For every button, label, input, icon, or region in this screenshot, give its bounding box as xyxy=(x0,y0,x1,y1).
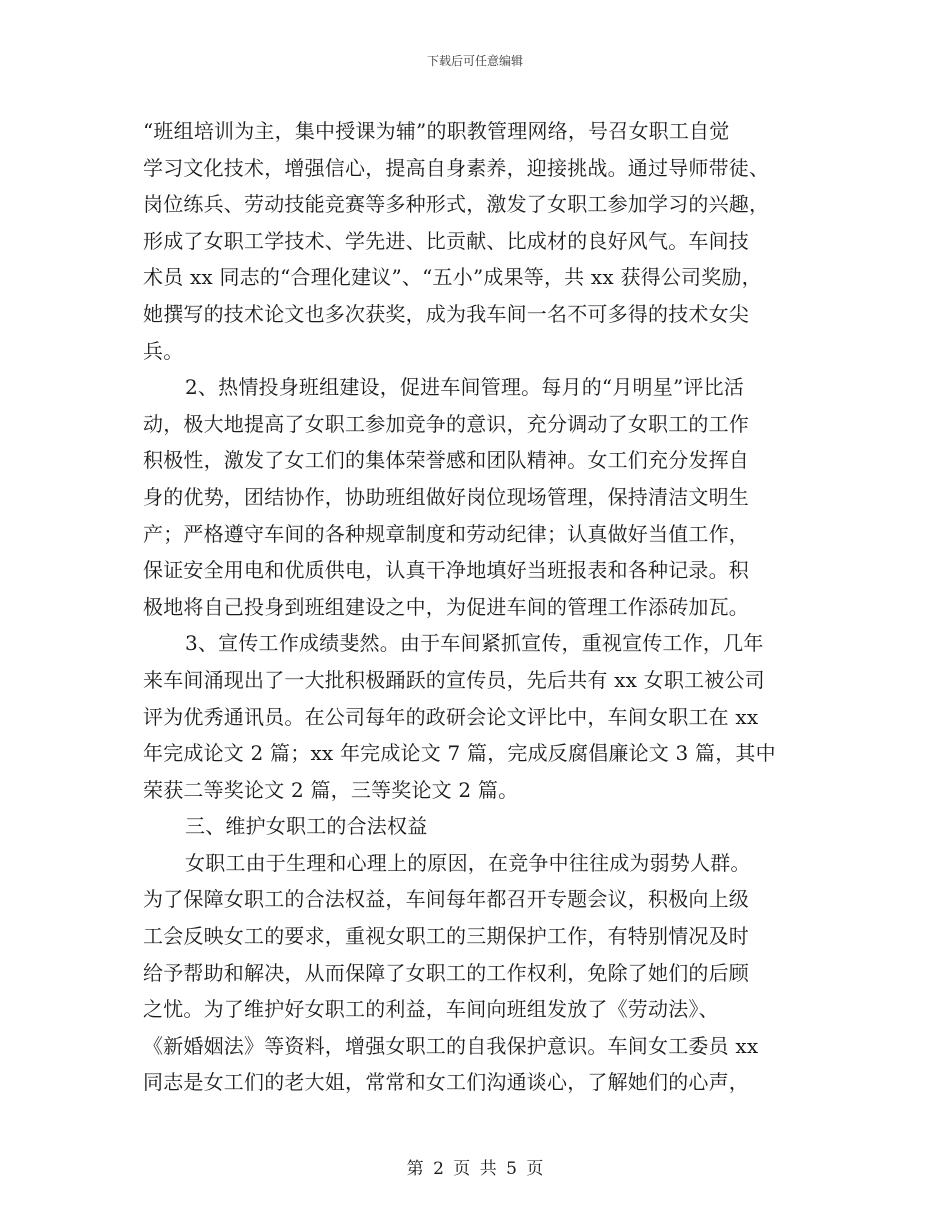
text-line: 同志是女工们的老大姐，常常和女工们沟通谈心，了解她们的心声， xyxy=(143,1070,749,1095)
text-line: “班组培训为主，集中授课为辅”的职教管理网络，号召女职工自觉 xyxy=(143,119,730,143)
text-line: 兵。 xyxy=(143,338,184,363)
text-line: 保证安全用电和优质供电，认真干净地填好当班报表和各种记录。积 xyxy=(143,558,749,583)
text-line: 《新婚姻法》等资料，增强女职工的自我保护意识。车间女工委员 xx xyxy=(143,1033,759,1058)
document-body xyxy=(143,113,828,1101)
text-line: 术员 xx 同志的“合理化建议”、“五小”成果等，共 xx 获得公司奖励， xyxy=(143,265,762,290)
text-line: 工会反映女工的要求，重视女职工的三期保护工作，有特别情况及时 xyxy=(143,924,749,949)
text-line: 形成了女职工学技术、学先进、比贡献、比成材的良好风气。车间技 xyxy=(143,228,749,253)
text-line: 身的优势，团结协作，协助班组做好岗位现场管理，保持清洁文明生 xyxy=(143,484,749,509)
text-line: 岗位练兵、劳动技能竞赛等多种形式，激发了女职工参加学习的兴趣， xyxy=(143,192,770,217)
text-line: 评为优秀通讯员。在公司每年的政研会论文评比中，车间女职工在 xx xyxy=(143,704,759,729)
page-number-footer: 第 2 页 共 5 页 xyxy=(406,1159,544,1179)
text-line: 为了保障女职工的合法权益，车间每年都召开专题会议，积极向上级 xyxy=(143,887,749,912)
text-line: 三、维护女职工的合法权益 xyxy=(185,814,428,839)
text-line: 2、热情投身班组建设，促进车间管理。每月的“月明星”评比活 xyxy=(185,375,744,400)
page-header-note: 下载后可任意编辑 xyxy=(426,54,523,68)
text-line: 荣获二等奖论文 2 篇，三等奖论文 2 篇。 xyxy=(143,777,519,802)
text-line: 极地将自己投身到班组建设之中，为促进车间的管理工作添砖加瓦。 xyxy=(143,594,749,619)
text-line: 产；严格遵守车间的各种规章制度和劳动纪律；认真做好当值工作， xyxy=(143,521,749,546)
text-line: 学习文化技术，增强信心，提高自身素养，迎接挑战。通过导师带徒、 xyxy=(143,155,770,180)
text-line: 她撰写的技术论文也多次获奖，成为我车间一名不可多得的技术女尖 xyxy=(143,301,749,326)
text-line: 3、宣传工作成绩斐然。由于车间紧抓宣传，重视宣传工作，几年 xyxy=(185,631,764,656)
text-line: 年完成论文 2 篇；xx 年完成论文 7 篇，完成反腐倡廉论文 3 篇，其中 xyxy=(143,741,776,766)
text-line: 给予帮助和解决，从而保障了女职工的工作权利，免除了她们的后顾 xyxy=(143,960,749,985)
text-line: 动，极大地提高了女职工参加竞争的意识，充分调动了女职工的工作 xyxy=(143,411,749,436)
text-line: 来车间涌现出了一大批积极踊跃的宣传员，先后共有 xx 女职工被公司 xyxy=(143,667,765,692)
text-line: 之忧。为了维护好女职工的利益，车间向班组发放了《劳动法》、 xyxy=(143,997,719,1022)
text-line: 女职工由于生理和心理上的原因，在竞争中往往成为弱势人群。 xyxy=(185,850,751,875)
text-line: 积极性，激发了女工们的集体荣誉感和团队精神。女工们充分发挥自 xyxy=(143,448,749,473)
